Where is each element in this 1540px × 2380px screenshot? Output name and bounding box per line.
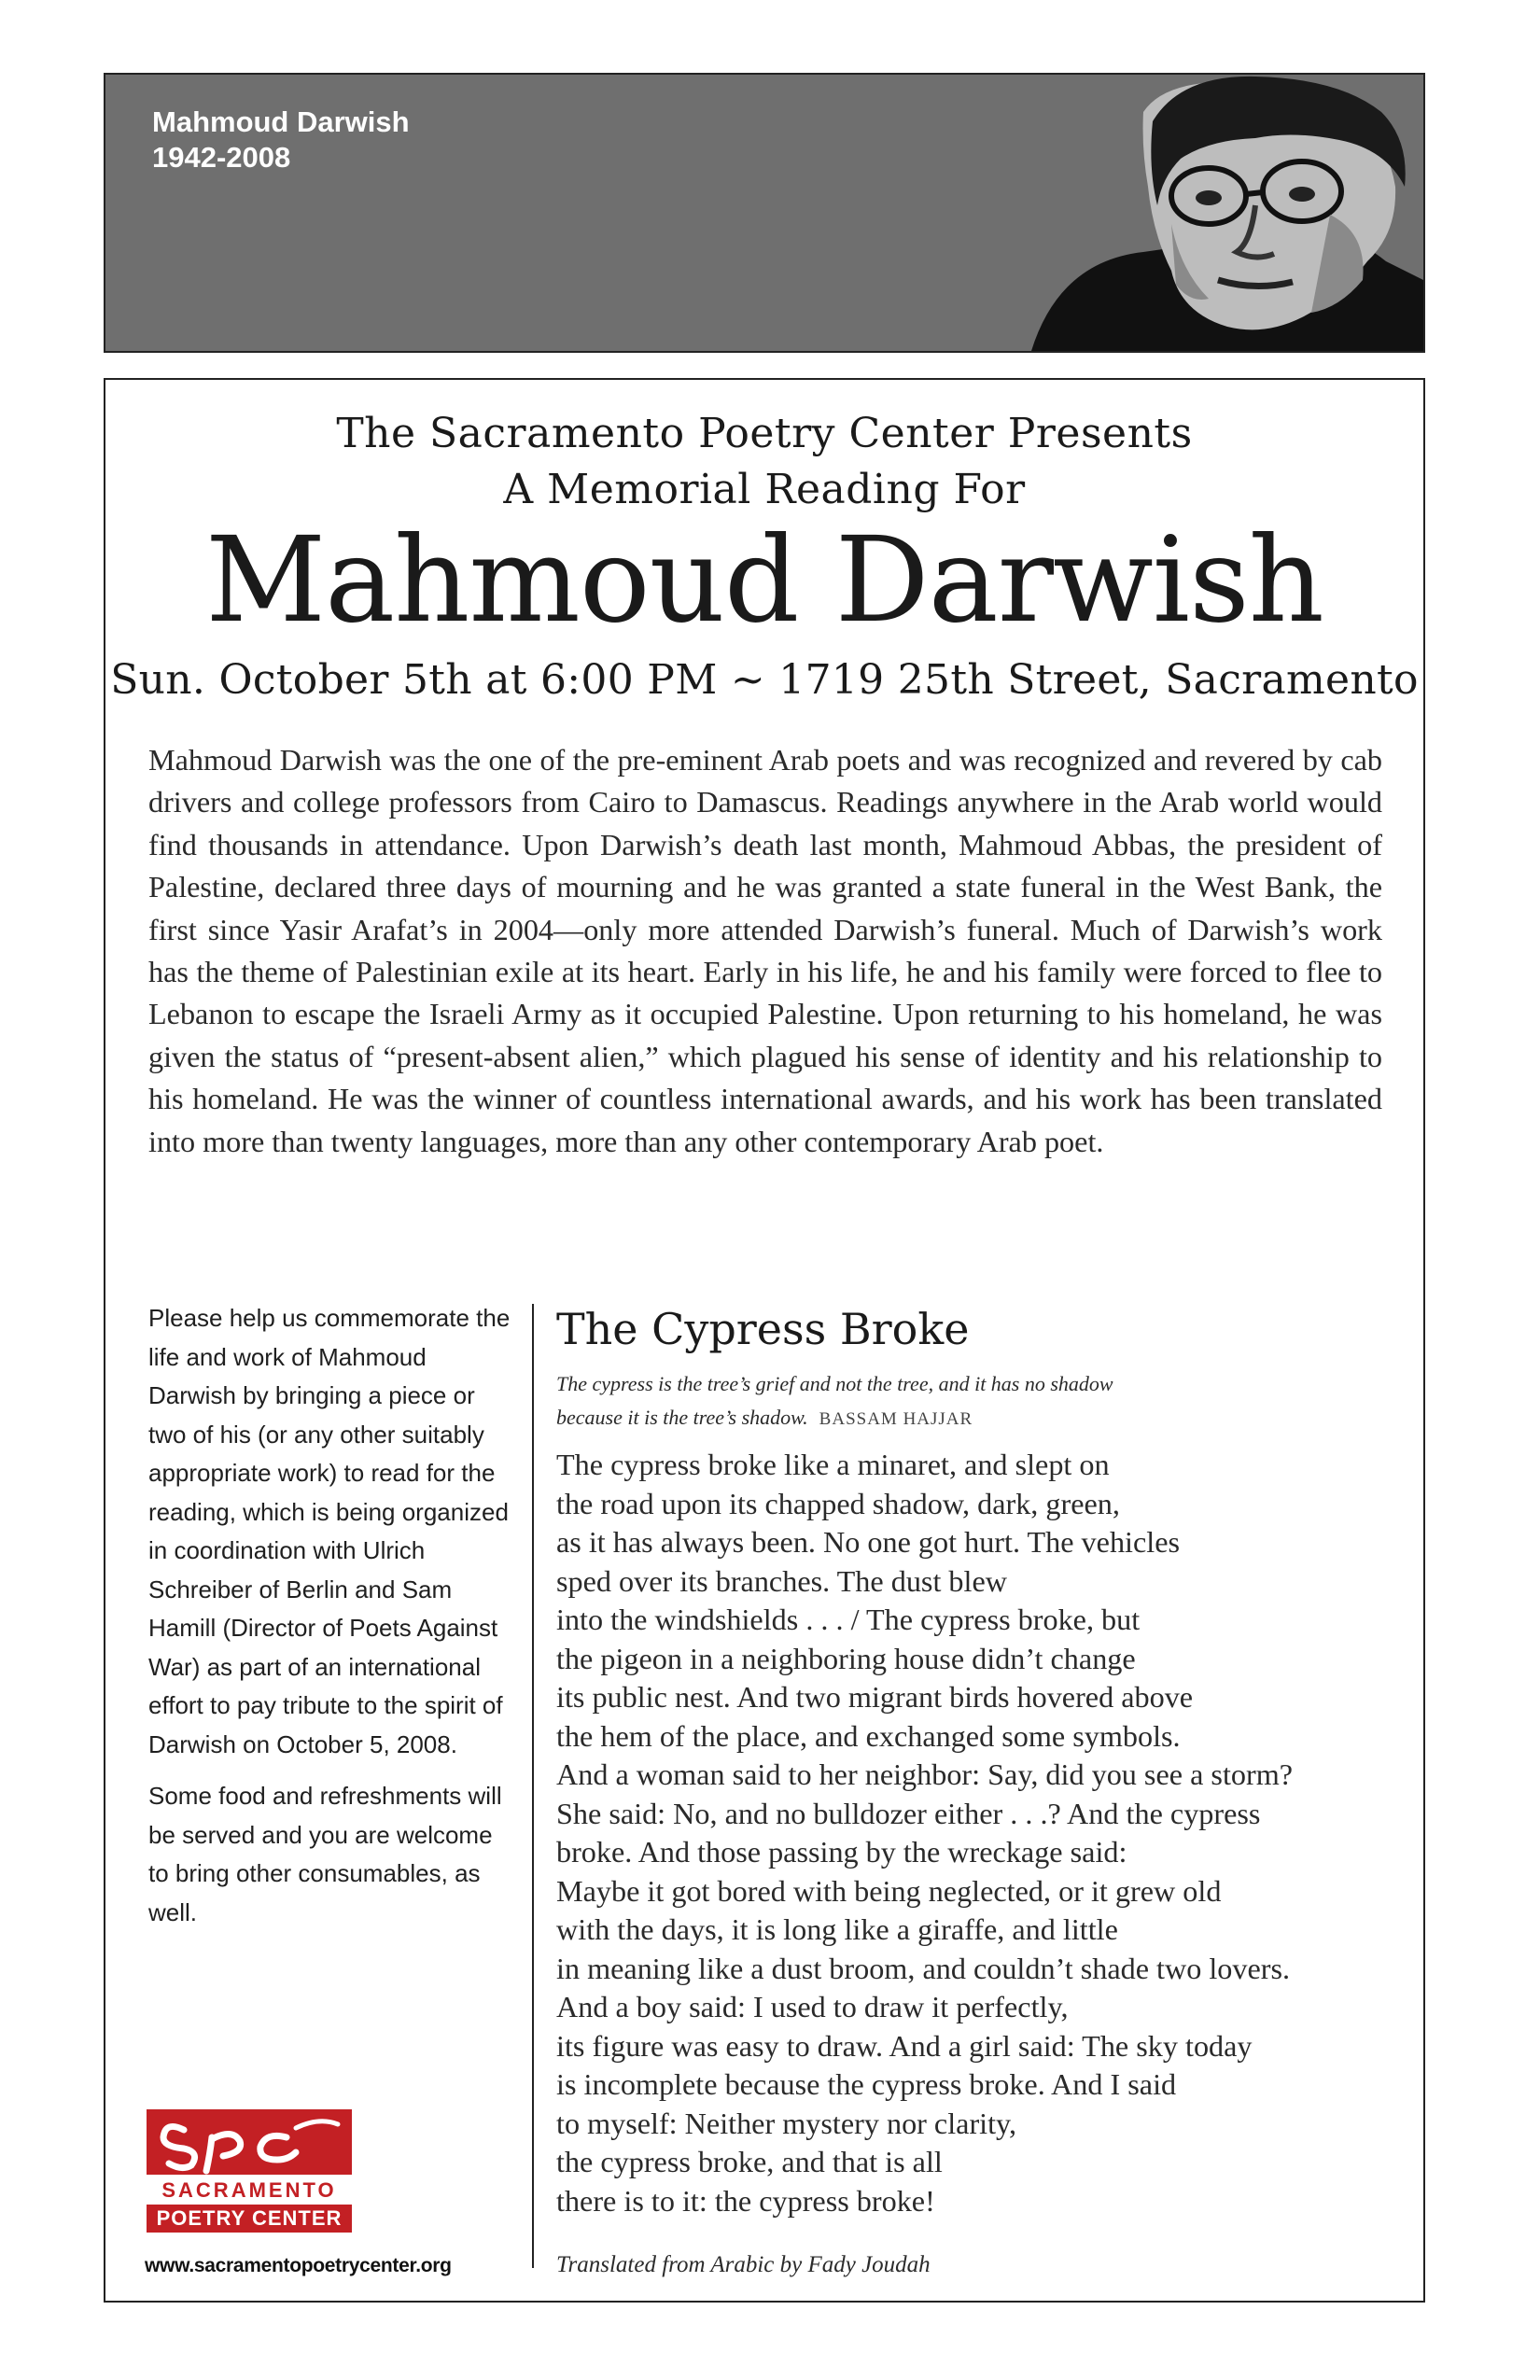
- poem-title: The Cypress Broke: [556, 1304, 970, 1354]
- poem-epigraph: [556, 1367, 1154, 1436]
- poem-line: with the days, it is long like a giraffe, and little: [556, 1912, 1118, 1946]
- epigraph-author: BASSAM HAJJAR: [819, 1409, 973, 1429]
- presents-line: The Sacramento Poetry Center Presents: [336, 410, 1193, 457]
- memorial-line: A Memorial Reading For: [503, 466, 1026, 513]
- header-banner: [104, 73, 1425, 353]
- main-frame: [104, 378, 1425, 2303]
- poem-line: as it has always been. No one got hurt. The vehicles: [556, 1525, 1181, 1559]
- biography-paragraph: Mahmoud Darwish was the one of the pre-eminent Arab poets and was recognized and revered by cab drivers and college professors from Cairo to Damascus. Readings anywhere in the Arab world would find thousands in attendance. Upon Darwish’s death last month, Mahmoud Abbas, the president of Palestine, declared three days of mourning and he was granted a state funeral in the West Bank, the first since Yasir Arafat’s in 2004—only more attended Darwish’s funeral. Much of Darwish’s work has the theme of Palestinian exile at its heart. Early in his life, he and his family were forced to flee to Lebanon to escape the Israeli Army as it occupied Palestine. Upon returning to his homeland, he was given the status of “present-absent alien,” which plagued his sense of identity and his relationship to his homeland. He was the winner of countless international awards, and his work has been translated into more than twenty languages, more than any other contemporary Arab poet.: [148, 743, 1382, 1158]
- logo-text-poetry-center: POETRY CENTER: [147, 2205, 352, 2233]
- poem-line: the cypress broke, and that is all: [556, 2145, 943, 2178]
- poem-line: Maybe it got bored with being neglected, or it grew old: [556, 1873, 1222, 1908]
- poem-line: She said: No, and no bulldozer either . . .? And the cypress: [556, 1796, 1261, 1830]
- poem-line: sped over its branches. The dust blew: [556, 1563, 1008, 1598]
- translator-credit: Translated from Arabic by Fady Joudah: [556, 2252, 931, 2277]
- banner-years: 1942-2008: [152, 141, 291, 174]
- column-divider: [532, 1304, 534, 2268]
- banner-name: Mahmoud Darwish: [152, 105, 410, 138]
- website-link[interactable]: www.sacramentopoetrycenter.org: [145, 2255, 452, 2276]
- poem-line: there is to it: the cypress broke!: [556, 2183, 935, 2218]
- event-details: Sun. October 5th at 6:00 PM ~ 1719 25th Street, Sacramento: [110, 656, 1419, 704]
- poem-line: its public nest. And two migrant birds hovered above: [556, 1680, 1194, 1714]
- logo-text-sacramento: SACRAMENTO: [161, 2178, 337, 2202]
- poem-line: to myself: Neither mystery nor clarity,: [556, 2106, 1017, 2140]
- page-title: Mahmoud Darwish: [205, 511, 1323, 649]
- portrait-photo: [901, 75, 1423, 351]
- poem-line: is incomplete because the cypress broke. And I said: [556, 2067, 1177, 2101]
- poem-line: in meaning like a dust broom, and couldn’t shade two lovers.: [556, 1951, 1291, 1985]
- poem-line: the road upon its chapped shadow, dark, green,: [556, 1486, 1120, 1520]
- spc-logo: [147, 2109, 352, 2242]
- poem-line: The cypress broke like a minaret, and slept on: [556, 1448, 1110, 1481]
- poem-line: the hem of the place, and exchanged some symbols.: [556, 1718, 1181, 1753]
- invitation-column: [148, 1299, 512, 1945]
- epigraph-text: The cypress is the tree’s grief and not the tree, and it has no shadow because it is the tree’s shadow.: [556, 1372, 1113, 1429]
- spc-script-icon: [147, 2109, 352, 2175]
- spc-logo-mark: [147, 2109, 352, 2175]
- poem-line: broke. And those passing by the wreckage said:: [556, 1835, 1127, 1869]
- refreshments-paragraph: Some food and refreshments will be served and you are welcome to bring other consumables, as well.: [148, 1782, 502, 1926]
- invitation-paragraph: Please help us commemorate the life and work of Mahmoud Darwish by bringing a piece or two of his (or any other suitably appropriate work) to read for the reading, which is being organized in coordination with Ulrich Schreiber of Berlin and Sam Hamill (Director of Poets Against War) as part of an international effort to pay tribute to the spirit of Darwish on October 5, 2008.: [148, 1304, 511, 1758]
- poem-body: [556, 1446, 1396, 2220]
- poem-line: And a boy said: I used to draw it perfectly,: [556, 1990, 1069, 2023]
- banner-caption: [152, 105, 410, 175]
- poem-line: into the windshields . . . / The cypress broke, but: [556, 1603, 1141, 1636]
- poem-line: the pigeon in a neighboring house didn’t change: [556, 1641, 1136, 1675]
- poem-line: And a woman said to her neighbor: Say, did you see a storm?: [556, 1757, 1294, 1791]
- poem-line: its figure was easy to draw. And a girl said: The sky today: [556, 2028, 1253, 2063]
